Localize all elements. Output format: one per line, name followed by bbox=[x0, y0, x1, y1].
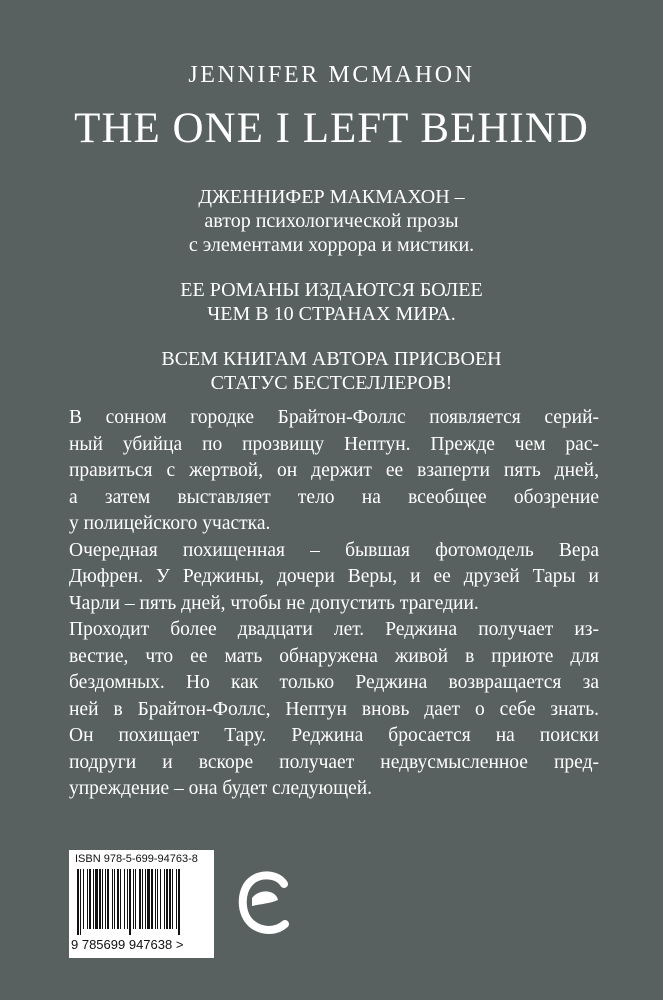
synopsis-line: правиться с жертвой, он держит ее взаперти пять дней, bbox=[69, 460, 599, 481]
blurb-line: автор психологической прозы bbox=[204, 210, 459, 232]
synopsis-line: ней в Брайтон-Фоллс, Нептун вновь дает о себе знать. bbox=[69, 698, 599, 720]
synopsis-line: подруги и вскоре получает недвусмысленное пред- bbox=[69, 751, 599, 773]
barcode bbox=[69, 850, 214, 958]
author-name: JENNIFER MCMAHON bbox=[188, 62, 475, 88]
blurb-line: ДЖЕННИФЕР МАКМАХОН – bbox=[198, 186, 465, 208]
blurb-bestsellers bbox=[0, 347, 663, 395]
blurb-line: ЧЕМ В 10 СТРАНАХ МИРА. bbox=[207, 303, 456, 325]
synopsis-line: Он похищает Тару. Реджина бросается на поиски bbox=[69, 725, 599, 746]
blurb-line: с элементами хоррора и мистики. bbox=[188, 234, 475, 256]
synopsis-line: Чарли – пять дней, чтобы не допустить трагедии. bbox=[69, 592, 479, 614]
synopsis-line: ный убийца по прозвищу Нептун. Прежде чем рас- bbox=[69, 433, 599, 455]
blurb-section bbox=[0, 185, 663, 416]
blurb-line: СТАТУС БЕСТСЕЛЛЕРОВ! bbox=[210, 372, 453, 394]
barcode-digits: 9 785699 947638 > bbox=[71, 937, 184, 952]
synopsis-line: В сонном городке Брайтон-Фоллс появляется серий- bbox=[69, 407, 599, 428]
synopsis-line: Проходит более двадцати лет. Реджина получает из- bbox=[69, 619, 599, 640]
synopsis-line: а затем выставляет тело на всеобщее обозрение bbox=[69, 486, 599, 508]
synopsis-line: вестие, что ее мать обнаружена живой в приюте для bbox=[69, 645, 599, 667]
book-title: THE ONE I LEFT BEHIND bbox=[74, 105, 589, 152]
isbn-label: ISBN 978-5-699-94763-8 bbox=[75, 853, 198, 865]
blurb-line: ВСЕМ КНИГАМ АВТОРА ПРИСВОЕН bbox=[161, 348, 502, 370]
synopsis-line: бездомных. Но как только Реджина возвращается за bbox=[69, 672, 599, 693]
publisher-logo-icon bbox=[238, 868, 294, 938]
synopsis-line: Дюфрен. У Реджины, дочери Веры, и ее друзей Тары и bbox=[69, 566, 599, 587]
synopsis-text bbox=[69, 405, 599, 803]
barcode-bars-icon bbox=[77, 869, 207, 935]
synopsis-line: у полицейского участка. bbox=[69, 513, 271, 534]
synopsis-line: упреждение – она будет следующей. bbox=[69, 778, 373, 799]
blurb-line: ЕЕ РОМАНЫ ИЗДАЮТСЯ БОЛЕЕ bbox=[180, 279, 483, 301]
blurb-author-genre bbox=[0, 185, 663, 257]
synopsis-line: Очередная похищенная – бывшая фотомодель Вера bbox=[69, 539, 599, 561]
blurb-countries bbox=[0, 278, 663, 326]
